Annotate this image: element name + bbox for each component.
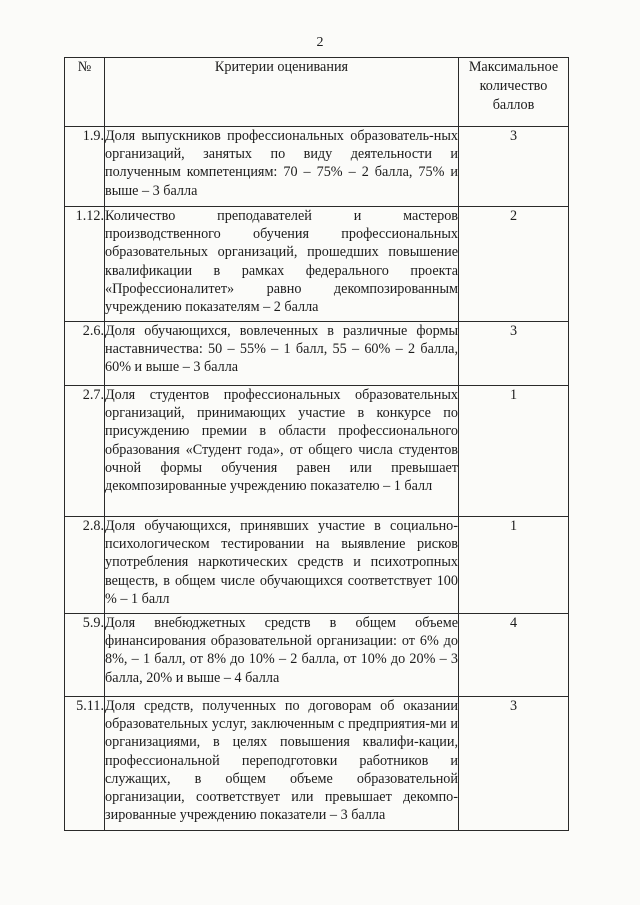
row-number: 2.6. [65, 322, 105, 386]
table-row [65, 517, 569, 614]
row-number: 1.9. [65, 127, 105, 207]
row-criteria-text: Доля студентов профессиональных образовательных организаций, принимающих участие в конкурсе по присуждению премии в области профессионального образования «Студент года», от общего числа студентов очной формы обучения равен или превышает декомпозированные учреждению показателю – 1 балл [105, 387, 458, 495]
table-header-row [65, 58, 569, 127]
row-max-points: 1 [459, 386, 569, 517]
table-row [65, 322, 569, 386]
table-row [65, 207, 569, 322]
row-number: 5.9. [65, 614, 105, 697]
table-row [65, 386, 569, 517]
row-number: 5.11. [65, 697, 105, 831]
row-criteria-text: Доля средств, полученных по договорам об оказании образовательных услуг, заключенным с предприятия-ми и организациями, в целях повышения квалифи-кации, профессиональной переподготовки работников и служащих, в общем объеме образовательной организации, соответствует или превышает декомпо-зированные учреждению показатели – 3 балла [105, 698, 458, 824]
row-max-points: 4 [459, 614, 569, 697]
table-row [65, 614, 569, 697]
row-number: 2.8. [65, 517, 105, 614]
header-criteria: Критерии оценивания [105, 58, 459, 127]
header-max-points: Максимальное количество баллов [459, 58, 569, 127]
row-number: 1.12. [65, 207, 105, 322]
table-row [65, 127, 569, 207]
row-max-points: 3 [459, 697, 569, 831]
row-max-points: 1 [459, 517, 569, 614]
row-max-points: 3 [459, 322, 569, 386]
row-criteria-text: Доля обучающихся, вовлеченных в различные формы наставничества: 50 – 55% – 1 балл, 55 – 60% – 2 балла, 60% и выше – 3 балла [105, 323, 458, 376]
criteria-table [64, 57, 569, 831]
row-max-points: 2 [459, 207, 569, 322]
table-row [65, 697, 569, 831]
row-criteria-text: Доля обучающихся, принявших участие в социально-психологическом тестировании на выявление рисков употребления наркотических средств и психотропных веществ, в общем числе обучающихся соответствует 100 % – 1 балл [105, 518, 458, 607]
row-max-points: 3 [459, 127, 569, 207]
row-number: 2.7. [65, 386, 105, 517]
header-number: № [65, 58, 105, 127]
page-number: 2 [316, 35, 324, 50]
row-criteria-text: Доля внебюджетных средств в общем объеме финансирования образовательной организации: от 6% до 8%, – 1 балл, от 8% до 10% – 2 балла, от 10% до 20% – 3 балла, 20% и выше – 4 балла [105, 615, 458, 686]
row-criteria-text: Количество преподавателей и мастеров производственного обучения профессиональных образовательных организаций, прошедших повышение квалификации в рамках федерального проекта «Профессионалитет» равно декомпозированным учреждению показателям – 2 балла [105, 208, 458, 316]
row-criteria-text: Доля выпускников профессиональных образователь-ных организаций, занятых по виду деятельности и полученным компетенциям: 70 – 75% – 2 балла, 75% и выше – 3 балла [105, 128, 458, 199]
